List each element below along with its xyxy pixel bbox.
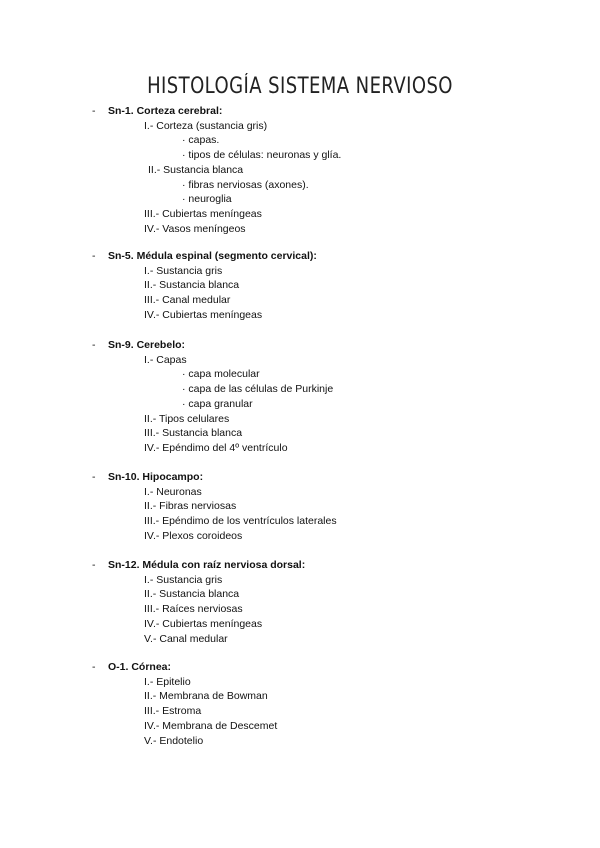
list-item: II.- Sustancia blanca [144, 588, 240, 601]
list-item: II.- Sustancia blanca [148, 163, 244, 176]
section-heading: Sn-12. Médula con raíz nerviosa dorsal: [108, 559, 306, 571]
list-bullet: - [92, 339, 96, 351]
list-item: II.- Tipos celulares [144, 412, 230, 425]
list-item: III.- Canal medular [144, 294, 231, 307]
list-item: V.- Endotelio [144, 734, 204, 747]
page-title: HISTOLOGÍA SISTEMA NERVIOSO [147, 74, 453, 99]
sub-list-item: · capa granular [182, 397, 253, 410]
list-item: IV.- Epéndimo del 4º ventrículo [144, 441, 288, 454]
list-bullet: - [92, 105, 96, 117]
list-bullet: - [92, 559, 96, 571]
list-item: II.- Fibras nerviosas [144, 500, 237, 513]
list-item: IV.- Cubiertas meníngeas [144, 308, 263, 321]
list-bullet: - [92, 661, 96, 673]
list-item: IV.- Plexos coroideos [144, 529, 243, 542]
sub-list-item: · capas. [182, 134, 220, 147]
section-heading: Sn-1. Corteza cerebral: [108, 105, 223, 117]
sub-list-item: · capa de las células de Purkinje [182, 383, 334, 396]
list-item: III.- Estroma [144, 705, 202, 718]
list-item: III.- Raíces nerviosas [144, 603, 243, 616]
list-item: III.- Cubiertas meníngeas [144, 207, 262, 220]
list-bullet: - [92, 250, 96, 262]
list-item: IV.- Vasos meníngeos [144, 222, 246, 235]
list-item: III.- Sustancia blanca [144, 427, 243, 440]
sub-list-item: · fibras nerviosas (axones). [182, 178, 309, 191]
sub-list-item: · tipos de células: neuronas y glía. [182, 149, 342, 162]
section-heading: Sn-9. Cerebelo: [108, 339, 186, 351]
sub-list-item: · neuroglia [182, 193, 232, 206]
list-item: II.- Membrana de Bowman [144, 690, 268, 703]
list-item: I.- Corteza (sustancia gris) [144, 119, 268, 132]
list-item: V.- Canal medular [144, 632, 228, 645]
list-item: II.- Sustancia blanca [144, 279, 240, 292]
section-heading: Sn-10. Hipocampo: [108, 471, 204, 483]
list-bullet: - [92, 471, 96, 483]
list-item: I.- Neuronas [144, 485, 202, 498]
list-item: I.- Capas [144, 353, 187, 366]
list-item: I.- Sustancia gris [144, 264, 223, 277]
list-item: IV.- Cubiertas meníngeas [144, 617, 263, 630]
section-heading: Sn-5. Médula espinal (segmento cervical): [108, 250, 317, 262]
section-heading: O-1. Córnea: [108, 661, 172, 673]
list-item: I.- Sustancia gris [144, 573, 223, 586]
list-item: I.- Epitelio [144, 675, 191, 688]
sub-list-item: · capa molecular [182, 368, 260, 381]
list-item: IV.- Membrana de Descemet [144, 719, 278, 732]
list-item: III.- Epéndimo de los ventrículos laterales [144, 515, 337, 528]
